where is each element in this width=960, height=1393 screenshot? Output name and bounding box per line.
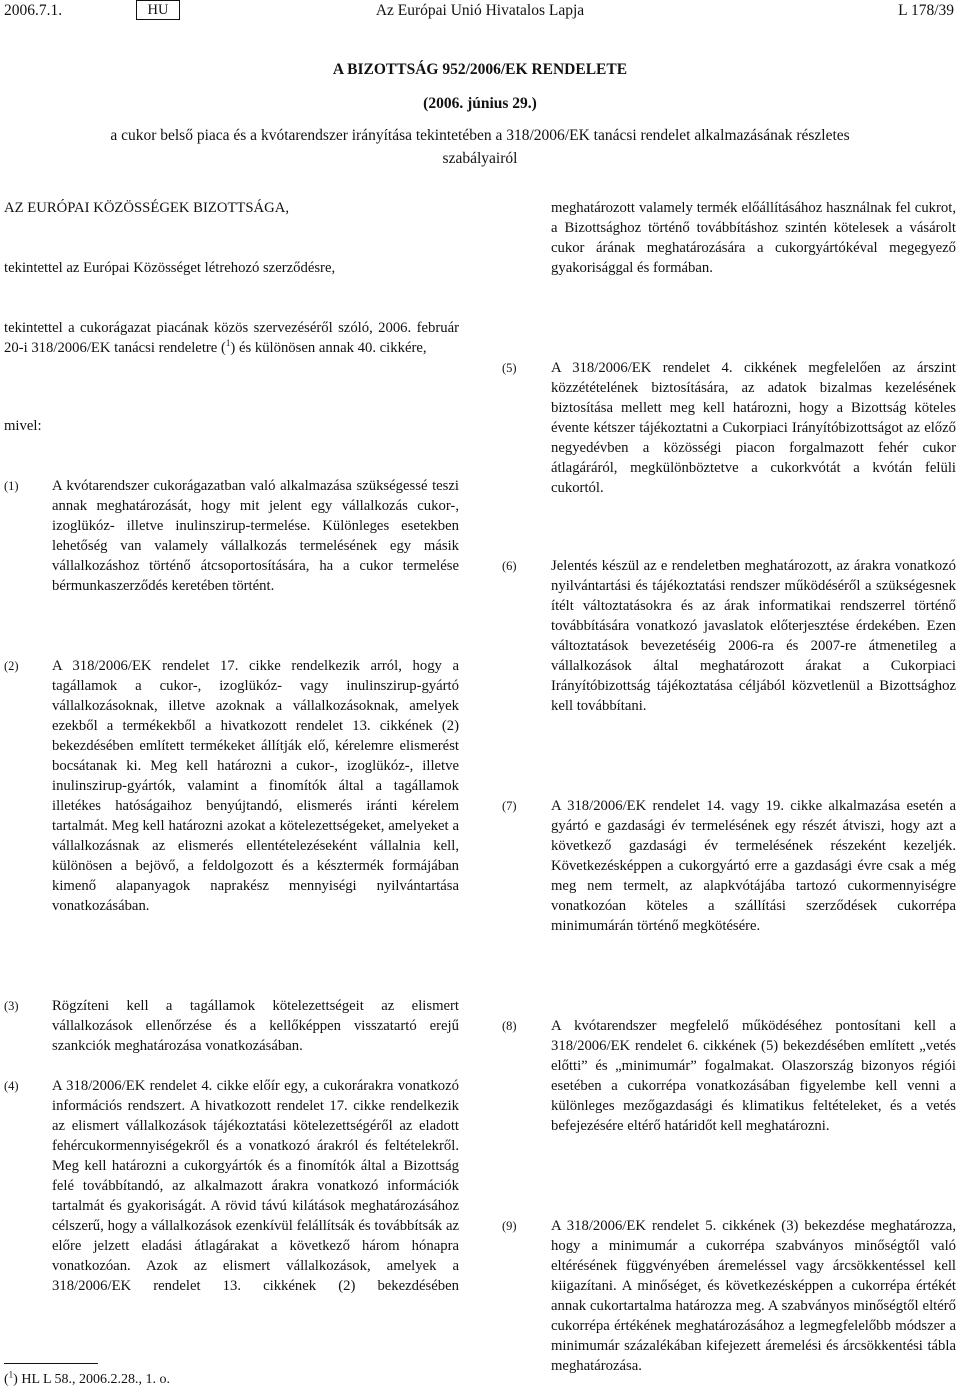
recital-text: A 318/2006/EK rendelet 14. vagy 19. cikke alkalmazása esetén a gyártó e gazdasági év termelésének egy részét átviszi, hogy azt a következő gazdasági év termelésének részeként kezeljék. Következésképpen a cukorgyártó erre a gazdasági évre csak a még meg nem termelt, az alapkvótájába tartozó cukormennyiségre vonatkozóan köteles a szállítási szerződések cukorrépa minimumárán történő megkötésére. xyxy=(551,798,956,934)
recital-number: (5) xyxy=(502,361,517,375)
page-number: L 178/39 xyxy=(898,2,954,19)
footnote: ($^1$) HL L 58., 2006.2.28., 1. o. xyxy=(4,1369,171,1387)
recital-number: (2) xyxy=(4,659,19,673)
whereas-label: mivel: xyxy=(4,418,42,434)
footnote-rule xyxy=(4,1363,98,1364)
language-badge: HU xyxy=(136,0,180,20)
recital-number: (3) xyxy=(4,999,19,1013)
recital-text: A kvótarendszer megfelelő működéséhez pontosítani kell a 318/2006/EK rendelet 6. cikkének (5) bekezdésében említett „vetés előtti” és „minimumár” fogalmakat. Olaszország bizonyos régiói esetében a cukorrépa vonatkozásában figyelembe kell venni a különleges mezőgazdasági és klimatikus feltételeket, és a vetés befejezésére eltérő határidőt kell meghatározni. xyxy=(551,1018,956,1134)
recital-text: A 318/2006/EK rendelet 4. cikke előír egy, a cukorárakra vonatkozó információs rendszert. A hivatkozott rendelet 17. cikke rendelkezik az elismert vállalkozások tájékoztatási kötelezettségéről az eladott fehércukormennyiségekről és a vonatkozó árakról és feltételekről. Meg kell határozni a cukorgyártók és a finomítók által a Bizottság felé továbbítandó, az alkalmazott árakra vonatkozó információk tartalmát és gyakoriságát. A rövid távú kilátások meghatározásához célszerű, hogy a vállalkozások ezenkívül felállítsák és továbbítsák az előre jelzett eladási átlagárakat a következő három hónapra vonatkozóan. Azok az elismert vállalkozások, amelyek a 318/2006/EK rendelet 13. cikkének (2) bekezdésében xyxy=(52,1078,459,1294)
recital-text: A kvótarendszer cukorágazatban való alkalmazása szükségessé teszi annak meghatározását, hogy mit jelent egy vállalkozás cukor-, izoglükóz- illetve inulinszirup-termelése. Különleges esetekben lehetőség van valamely vállalkozás termelésének egy másik vállalkozáshoz történő átcsoportosítására, ha a cukor termelése bérmunkaszerződés keretében történt. xyxy=(52,478,459,594)
issuing-body: AZ EURÓPAI KÖZÖSSÉGEK BIZOTTSÁGA, xyxy=(4,200,290,216)
journal-header xyxy=(0,0,960,26)
footnote-mark: 1 xyxy=(8,1369,14,1380)
recital-continuation: meghatározott valamely termék előállításához használnak fel cukrot, a Bizottsághoz történő továbbításhoz szintén kötelesek a vásárolt cukor árának meghatározására a cukorgyártókéval megegyező gyakorisággal és formában. xyxy=(551,200,956,276)
recital-number: (9) xyxy=(502,1219,517,1233)
journal-title: Az Európai Unió Hivatalos Lapja xyxy=(375,2,585,19)
recital-text: A 318/2006/EK rendelet 17. cikke rendelkezik arról, hogy a tagállamok a cukor-, izoglükóz- vagy inulinszirup-gyártó vállalkozásoknak, illetve azoknak a vállalkozásoknak, amelyek ezekből a termékekből a hivatkozott rendelet 13. cikkének (2) bekezdésében említett termékeket állítják elő, kérelemre elismerést bocsátanak ki. Meg kell határozni a cukor-, izoglükóz-, illetve inulinszirup-gyártók, valamint a finomítók által a tagállamok illetékes hatóságaihoz benyújtandó, elismerés iránti kérelem tartalmát. Meg kell határozni azokat a kötelezettségeket, amelyeket a vállalkozásnak az elismerés ellentételezéseként vállalnia kell, különösen a bejövő, a feldolgozott és a késztermék formájában kimenő alapanyagok naprakész mennyiségi nyilvántartása vonatkozásában. xyxy=(52,658,459,914)
recital-number: (6) xyxy=(502,559,517,573)
treaty-citation: tekintettel az Európai Közösséget létrehozó szerződésre, xyxy=(4,260,336,276)
regulation-title: A BIZOTTSÁG 952/2006/EK RENDELETE xyxy=(332,61,628,78)
recital-text: Jelentés készül az e rendeletben meghatározott, az árakra vonatkozó nyilvántartási és tájékoztatási rendszer működéséről a szükségesnek ítélt változtatásokra és az árak informatikai rendszerrel történő továbbítására vonatkozó javaslatok előterjesztése érdekében. Ezen változtatások bevezetéséig 2006-ra és 2007-re átmenetileg a vállalkozások által meghatározott árakat a Cukorpiaci Irányítóbizottság tájékoztatása céljából közvetlenül a Bizottsághoz kell továbbítani. xyxy=(551,558,956,714)
recital-number: (4) xyxy=(4,1079,19,1093)
recital-text: Rögzíteni kell a tagállamok kötelezettségeit az elismert vállalkozások ellenőrzése és a kellőképpen visszatartó erejű szankciók meghatározása vonatkozásában. xyxy=(52,998,459,1054)
regulation-citation: tekintettel a cukorágazat piacának közös szervezéséről szóló, 2006. február 20-i 318/2006/EK tanácsi rendeletre ($^1$) és különösen annak 40. cikkére, xyxy=(4,320,459,356)
recital-text: A 318/2006/EK rendelet 4. cikkének megfelelően az árszint közzétételének biztosítására, az adatok bizalmas kezelésének biztosítása mellett meg kell határozni, hogy a Bizottság köteles évente kétszer tájékoztatni a Cukorpiaci Irányítóbizottságot az előző negyedévben a közösségi piacon forgalmazott fehér cukor átlagáráról, megkülönböztetve a cukorkvótát a kvótán felüli cukortól. xyxy=(551,360,956,496)
footnote-text: HL L 58., 2006.2.28., 1. o. xyxy=(21,1372,171,1387)
header-date: 2006.7.1. xyxy=(4,2,63,19)
regulation-date: (2006. június 29.) xyxy=(423,95,537,112)
recital-number: (1) xyxy=(4,479,19,493)
regulation-subject: a cukor belső piaca és a kvótarendszer irányítása tekintetében a 318/2006/EK tanácsi rendelet alkalmazásának részletes szabályairól xyxy=(110,127,850,167)
recital-number: (7) xyxy=(502,799,517,813)
recital-text: A 318/2006/EK rendelet 5. cikkének (3) bekezdése meghatározza, hogy a minimumár a cukorrépa szabványos minőségtől való eltérésének függvényében áremeléssel vagy árcsökkentéssel kell kiigazítani. A minőséget, és következésképpen a cukorrépa értékét annak cukortartalma határozza meg. A szabványos minőségtől eltérő cukorrépa értékének meghatározásához a legmegfelelőbb módszer a minimumár százalékában kifejezett áremelési és árcsökkentési tábla meghatározása. xyxy=(551,1218,956,1374)
recital-number: (8) xyxy=(502,1019,517,1033)
footnote-reference: 1 xyxy=(225,338,231,349)
